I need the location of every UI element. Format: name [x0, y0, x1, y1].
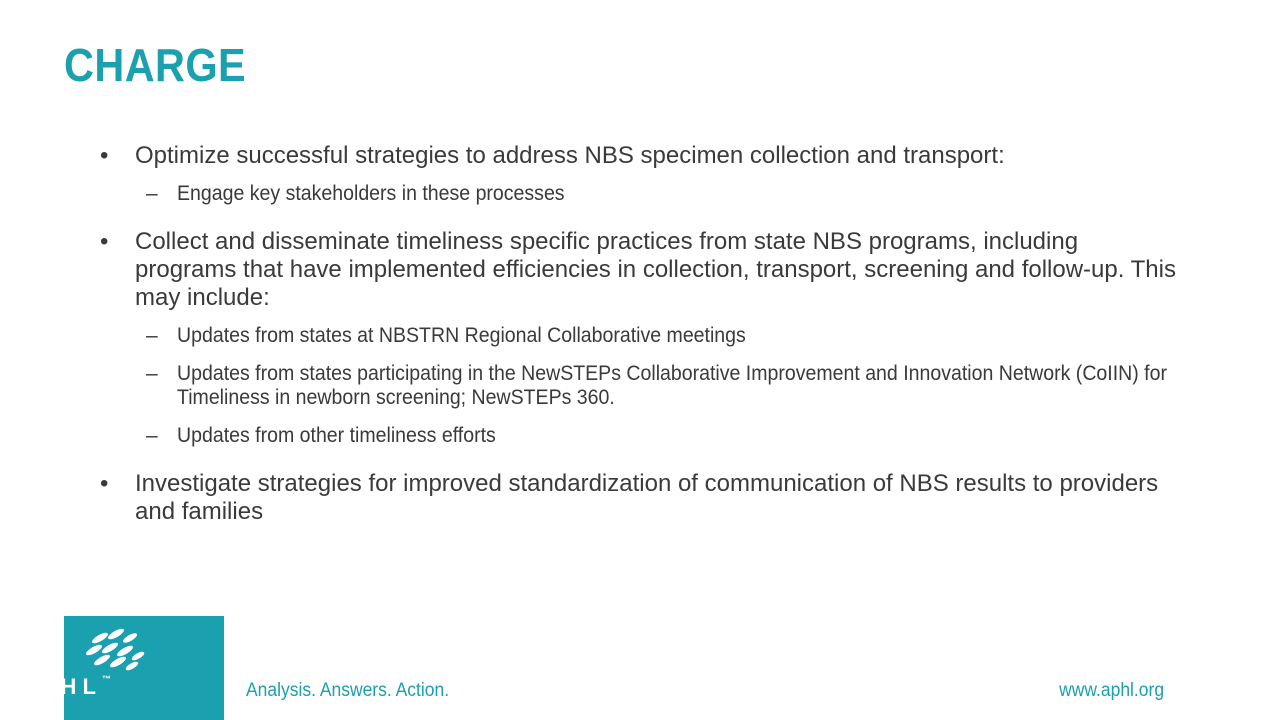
sub-bullet-dash: –	[146, 182, 158, 205]
bullet-text: Investigate strategies for improved standardization of communication of NBS results to providers and families	[135, 470, 1159, 525]
sub-bullet-text: Engage key stakeholders in these processes	[177, 182, 565, 205]
aphl-logo-mark-icon	[64, 616, 224, 720]
sub-bullet-text: Updates from other timeliness efforts	[177, 424, 496, 447]
bullet-dot: •	[100, 470, 109, 497]
sub-bullet-item	[100, 182, 1180, 206]
bullet-text: Collect and disseminate timeliness specific practices from state NBS programs, including programs that have implemented efficiencies in collection, transport, screening and follow-up. This may include:	[135, 228, 1176, 311]
sub-bullet-dash: –	[146, 324, 158, 347]
aphl-logo-text	[18, 674, 111, 700]
sub-bullet-text: Updates from states at NBSTRN Regional Collaborative meetings	[177, 324, 746, 347]
bullet-item	[100, 142, 1180, 170]
trademark-mark: ™	[101, 674, 111, 684]
aphl-logo-letters: APHL	[18, 674, 102, 699]
aphl-logo	[64, 616, 224, 720]
sub-bullet-item	[100, 424, 1180, 448]
sub-bullet-item	[100, 324, 1180, 348]
bullet-dot: •	[100, 142, 109, 169]
bullet-item	[100, 470, 1180, 526]
sub-bullet-text: Updates from states participating in the NewSTEPs Collaborative Improvement and Innovation Network (CoIIN) for Timeliness in newborn screening; NewSTEPs 360.	[177, 362, 1167, 409]
slide-title: CHARGE	[64, 39, 247, 91]
sub-bullet-dash: –	[146, 362, 158, 385]
bullet-dot: •	[100, 228, 109, 255]
sub-bullet-dash: –	[146, 424, 158, 447]
footer-tagline: Analysis. Answers. Action.	[246, 680, 450, 701]
bullet-item	[100, 228, 1180, 312]
sub-bullet-item	[100, 362, 1180, 410]
slide-content	[100, 142, 1180, 538]
footer-url-link[interactable]: www.aphl.org	[1059, 680, 1164, 701]
bullet-text: Optimize successful strategies to address NBS specimen collection and transport:	[135, 142, 1005, 169]
